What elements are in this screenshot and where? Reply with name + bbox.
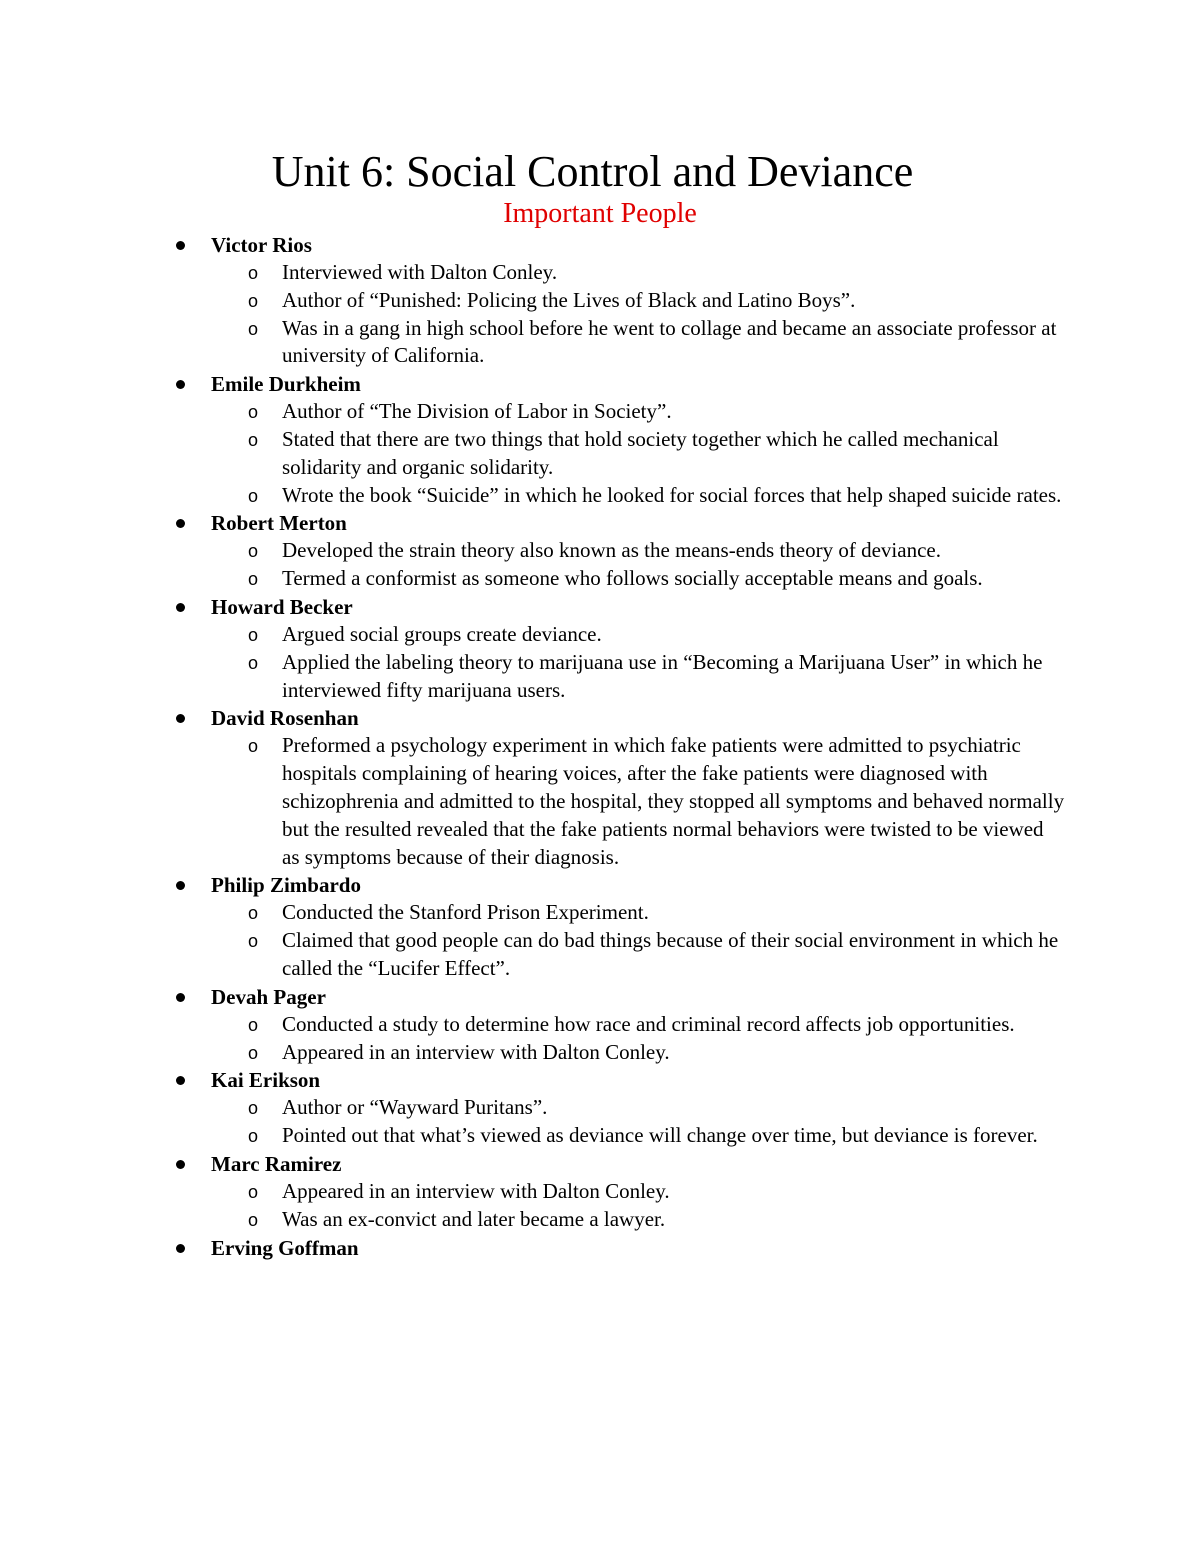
person-item [0, 871, 1200, 982]
person-heading-row [0, 231, 1200, 259]
fact-text: Conducted the Stanford Prison Experiment. [282, 900, 649, 925]
person-item [0, 231, 1200, 370]
person-name: Emile Durkheim [211, 372, 361, 397]
fact-item [0, 482, 1200, 510]
person-item [0, 983, 1200, 1067]
sub-bullet-icon: o [248, 318, 259, 339]
person-name: Devah Pager [211, 984, 326, 1009]
person-item [0, 370, 1200, 509]
fact-item [0, 1122, 1200, 1150]
person-heading-row [0, 1150, 1200, 1178]
fact-text: Applied the labeling theory to marijuana use in “Becoming a Marijuana User” in which he interviewed fifty marijuana users. [282, 649, 1043, 702]
fact-text: Author or “Wayward Puritans”. [282, 1095, 548, 1120]
fact-item [0, 1178, 1200, 1206]
fact-text: Developed the strain theory also known as the means-ends theory of deviance. [282, 538, 941, 563]
fact-text: Stated that there are two things that hold society together which he called mechanical solidarity and organic solidarity. [282, 426, 999, 479]
bullet-icon [176, 1160, 185, 1169]
person-name: Howard Becker [211, 594, 353, 619]
sub-bullet-icon: o [248, 290, 259, 311]
person-item [0, 593, 1200, 704]
fact-item [0, 426, 1200, 482]
fact-text: Pointed out that what’s viewed as deviance will change over time, but deviance is forever. [282, 1123, 1038, 1148]
person-heading-row [0, 370, 1200, 398]
sub-bullet-icon: o [248, 263, 259, 283]
sub-bullet-icon: o [248, 541, 259, 562]
fact-item [0, 398, 1200, 426]
person-item [0, 1066, 1200, 1150]
fact-item [0, 1206, 1200, 1234]
person-name: Philip Zimbardo [211, 873, 361, 898]
sub-bullet-icon: o [248, 652, 259, 673]
fact-item [0, 927, 1200, 983]
fact-list [0, 1011, 1200, 1067]
fact-text: Termed a conformist as someone who follows socially acceptable means and goals. [282, 566, 983, 591]
fact-item [0, 621, 1200, 649]
sub-bullet-icon: o [248, 569, 259, 590]
fact-list [0, 899, 1200, 982]
sub-bullet-icon: o [248, 1014, 259, 1035]
fact-item [0, 287, 1200, 315]
fact-item [0, 1039, 1200, 1067]
sub-bullet-icon: o [248, 1042, 259, 1063]
person-heading-row [0, 983, 1200, 1011]
sub-bullet-icon: o [248, 736, 259, 757]
person-name: Kai Erikson [211, 1068, 321, 1093]
fact-text: Interviewed with Dalton Conley. [282, 260, 558, 284]
fact-item [0, 1011, 1200, 1039]
sub-bullet-icon: o [248, 402, 259, 423]
fact-text: Was an ex-convict and later became a lawyer. [282, 1206, 666, 1231]
bullet-icon [176, 714, 185, 723]
bullet-icon [176, 241, 185, 250]
person-item [0, 509, 1200, 593]
sub-bullet-icon: o [248, 624, 259, 645]
fact-text: Conducted a study to determine how race and criminal record affects job opportunities. [282, 1011, 1015, 1036]
person-name: Robert Merton [211, 511, 347, 536]
person-item [0, 1150, 1200, 1234]
fact-list [0, 1094, 1200, 1150]
fact-text: Preformed a psychology experiment in which fake patients were admitted to psychiatric hospitals complaining of hearing voices, after the fake patients were diagnosed with schizophrenia and admitted to the hospital, they stopped all symptoms and behaved normally but the resulted revealed that the fake patients normal behaviors were twisted to be viewed as symptoms because of their diagnosis. [282, 733, 1065, 869]
person-heading-row [0, 704, 1200, 732]
person-name: Erving Goffman [211, 1235, 359, 1260]
sub-bullet-icon: o [248, 931, 259, 952]
sub-bullet-icon: o [248, 1209, 259, 1230]
fact-text: Argued social groups create deviance. [282, 621, 602, 646]
fact-text: Appeared in an interview with Dalton Conley. [282, 1039, 670, 1064]
person-name: Victor Rios [211, 233, 312, 257]
person-heading-row [0, 871, 1200, 899]
sub-bullet-icon: o [248, 1126, 259, 1147]
sub-bullet-icon: o [248, 429, 259, 450]
bullet-icon [176, 993, 185, 1002]
fact-list [0, 537, 1200, 593]
fact-item [0, 649, 1200, 705]
bullet-icon [176, 881, 185, 890]
fact-list [0, 732, 1200, 871]
fact-item [0, 565, 1200, 593]
bullet-icon [176, 603, 185, 612]
fact-item [0, 1094, 1200, 1122]
fact-text: Appeared in an interview with Dalton Conley. [282, 1178, 670, 1203]
bullet-icon [176, 1076, 185, 1085]
fact-list [0, 259, 1200, 370]
person-item [0, 704, 1200, 871]
fact-item [0, 899, 1200, 927]
person-heading-row [0, 1234, 1200, 1262]
fact-list [0, 398, 1200, 509]
sub-bullet-icon: o [248, 485, 259, 506]
fact-text: Author of “Punished: Policing the Lives of Black and Latino Boys”. [282, 287, 856, 312]
fact-item [0, 537, 1200, 565]
document-title: Unit 6: Social Control and Deviance [271, 147, 914, 196]
sub-bullet-icon: o [248, 1181, 259, 1202]
section-subtitle: Important People [503, 198, 697, 229]
fact-item [0, 315, 1200, 371]
person-name: David Rosenhan [211, 706, 359, 731]
bullet-icon [176, 380, 185, 389]
person-heading-row [0, 593, 1200, 621]
person-name: Marc Ramirez [211, 1151, 342, 1176]
fact-item [0, 732, 1200, 871]
person-item [0, 1234, 1200, 1262]
person-heading-row [0, 509, 1200, 537]
bullet-icon [176, 1244, 185, 1253]
fact-item [0, 259, 1200, 287]
fact-text: Claimed that good people can do bad things because of their social environment in which he called the “Lucifer Effect”. [282, 928, 1059, 980]
fact-list [0, 1178, 1200, 1234]
sub-bullet-icon: o [248, 903, 259, 924]
fact-text: Author of “The Division of Labor in Society”. [282, 399, 672, 424]
fact-list [0, 621, 1200, 704]
fact-text: Wrote the book “Suicide” in which he looked for social forces that help shaped suicide rates. [282, 482, 1062, 507]
bullet-icon [176, 519, 185, 528]
fact-text: Was in a gang in high school before he went to collage and became an associate professor at university of California. [282, 315, 1057, 368]
sub-bullet-icon: o [248, 1098, 259, 1119]
people-list [0, 231, 1200, 1262]
person-heading-row [0, 1066, 1200, 1094]
